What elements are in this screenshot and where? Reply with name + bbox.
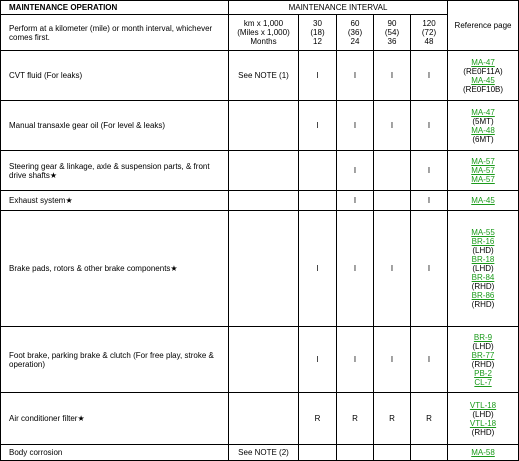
interval-units [229,15,299,51]
reference-variant: (LHD) [472,264,494,273]
interval-mark-cell [374,191,411,211]
operation-cell: Steering gear & linkage, axle & suspension parts, & front drive shafts ★ [1,151,229,191]
interval-mark-cell: I [411,151,448,191]
reference-link[interactable]: PB-2 [474,368,492,378]
reference-variant: (5MT) [472,116,494,126]
note-cell [229,211,299,327]
reference-link[interactable]: MA-45 [471,196,495,205]
note-cell: See NOTE (2) [229,445,299,461]
reference-cell [448,191,519,211]
interval-mark-cell: I [411,101,448,151]
operation-cell: Body corrosion [1,445,229,461]
reference-variant: (RHD) [471,282,495,291]
unit-km: km x 1,000 [243,19,284,28]
reference-link[interactable]: BR-18 [471,255,495,264]
interval-mark-cell [299,151,337,191]
table-row [1,211,519,327]
reference-link[interactable]: BR-16 [471,237,495,246]
interval-mark-cell: I [411,191,448,211]
note-cell [229,101,299,151]
interval-row [1,15,519,51]
interval-4: 120 (72) 48 [411,15,448,51]
col-interval-header: MAINTENANCE INTERVAL [229,1,448,15]
note-cell [229,191,299,211]
interval-mark-cell [374,151,411,191]
interval-mark-cell: I [337,101,374,151]
reference-link[interactable]: BR-77 [471,350,495,360]
interval-mark-cell: I [337,151,374,191]
reference-link[interactable]: MA-45 [471,75,495,85]
table-row [1,191,519,211]
unit-miles: (Miles x 1,000) [237,28,290,37]
reference-variant: (LHD) [472,246,494,255]
interval-mark-cell: I [374,101,411,151]
interval-mark-cell: I [299,51,337,101]
table-row [1,51,519,101]
interval-mark-cell: I [299,101,337,151]
note-cell [229,327,299,393]
interval-mark-cell: R [411,393,448,445]
reference-cell [448,101,519,151]
interval-mark-cell: I [337,327,374,393]
reference-link[interactable]: BR-9 [473,332,493,342]
operation-cell: Brake pads, rotors & other brake components ★ [1,211,229,327]
interval-mark-cell [299,191,337,211]
reference-link[interactable]: CL-7 [474,377,492,387]
reference-link[interactable]: MA-57 [471,157,495,166]
interval-3: 90 (54) 36 [374,15,411,51]
reference-link[interactable]: MA-47 [471,57,495,67]
reference-link[interactable]: MA-57 [471,175,495,184]
table-row [1,101,519,151]
operation-cell: CVT fluid (For leaks) [1,51,229,101]
reference-cell [448,151,519,191]
reference-variant: (RHD) [471,359,495,369]
interval-mark-cell: I [411,327,448,393]
note-cell [229,393,299,445]
note-cell: See NOTE (1) [229,51,299,101]
interval-mark-cell: I [337,211,374,327]
reference-variant: (RE0F10B) [463,84,504,94]
operation-cell: Air conditioner filter ★ [1,393,229,445]
reference-cell [448,51,519,101]
reference-link[interactable]: MA-58 [471,448,495,457]
unit-months: Months [250,37,277,46]
reference-link[interactable]: VTL-18 [469,418,497,428]
interval-mark-cell: I [411,211,448,327]
reference-link[interactable]: VTL-18 [469,400,497,410]
col-operation-header: MAINTENANCE OPERATION [1,1,229,15]
operation-cell: Manual transaxle gear oil (For level & leaks) [1,101,229,151]
table-row [1,393,519,445]
reference-link[interactable]: BR-86 [471,291,495,300]
interval-mark-cell: I [299,211,337,327]
interval-mark-cell [299,445,337,461]
interval-mark-cell: I [374,51,411,101]
reference-variant: (LHD) [472,409,494,419]
reference-link[interactable]: MA-55 [471,228,495,237]
note-cell [229,151,299,191]
reference-variant: (RHD) [471,427,495,437]
col-reference-header: Reference page [448,1,519,51]
reference-variant: (RE0F11A) [463,66,503,76]
interval-mark-cell: R [374,393,411,445]
table-row [1,151,519,191]
reference-link[interactable]: MA-48 [471,125,495,135]
interval-desc: Perform at a kilometer (mile) or month interval, whichever comes first. [1,15,229,51]
operation-cell: Exhaust system ★ [1,191,229,211]
reference-cell [448,211,519,327]
operation-cell: Foot brake, parking brake & clutch (For free play, stroke & operation) [1,327,229,393]
interval-mark-cell: R [337,393,374,445]
interval-mark-cell: I [299,327,337,393]
reference-cell [448,327,519,393]
reference-cell [448,393,519,445]
interval-mark-cell: I [374,327,411,393]
reference-link[interactable]: MA-57 [471,166,495,175]
reference-link[interactable]: BR-84 [471,273,495,282]
reference-variant: (LHD) [472,341,494,351]
interval-mark-cell [337,445,374,461]
interval-1: 30 (18) 12 [299,15,337,51]
interval-mark-cell: I [374,211,411,327]
table-row [1,445,519,461]
interval-2: 60 (36) 24 [337,15,374,51]
reference-cell [448,445,519,461]
interval-mark-cell: R [299,393,337,445]
interval-mark-cell [374,445,411,461]
interval-mark-cell: I [411,51,448,101]
reference-variant: (RHD) [471,300,495,309]
interval-mark-cell [411,445,448,461]
table-row [1,327,519,393]
interval-mark-cell: I [337,51,374,101]
interval-mark-cell: I [337,191,374,211]
reference-variant: (6MT) [472,134,494,144]
reference-link[interactable]: MA-47 [471,107,495,117]
